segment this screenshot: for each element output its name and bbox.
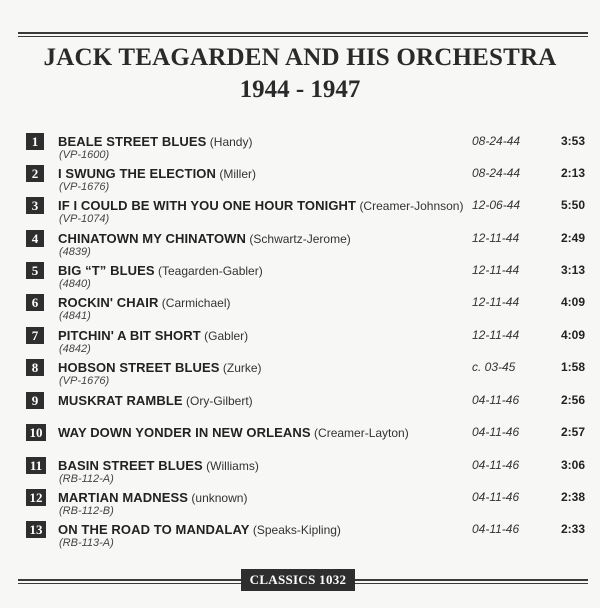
track-row xyxy=(26,131,586,161)
track-duration: 3:53 xyxy=(560,134,585,148)
track-composer: (Gabler) xyxy=(204,329,249,343)
track-row xyxy=(26,260,586,290)
track-row xyxy=(26,422,586,452)
track-date: 04-11-46 xyxy=(472,490,520,504)
track-title: BEALE STREET BLUES xyxy=(58,134,207,149)
track-catalog-number: (VP-1600) xyxy=(59,149,110,161)
track-number-badge: 10 xyxy=(26,424,46,441)
track-number-badge: 4 xyxy=(26,230,44,247)
track-catalog-number: (4839) xyxy=(59,246,91,258)
track-title: I SWUNG THE ELECTION xyxy=(58,166,216,181)
track-composer: (Speaks-Kipling) xyxy=(252,523,341,537)
track-number-badge: 3 xyxy=(26,197,44,214)
track-line xyxy=(58,392,253,410)
track-catalog-number: (4841) xyxy=(59,310,91,322)
track-duration: 2:13 xyxy=(560,166,585,180)
track-duration: 2:33 xyxy=(560,522,585,536)
track-date: 12-11-44 xyxy=(472,328,520,342)
track-date: 04-11-46 xyxy=(472,425,520,439)
track-title: ON THE ROAD TO MANDALAY xyxy=(58,522,250,537)
track-composer: (Carmichael) xyxy=(161,296,231,310)
track-title: BIG “T” BLUES xyxy=(58,263,155,278)
track-title: MARTIAN MADNESS xyxy=(58,490,189,505)
track-composer: (Zurke) xyxy=(222,361,262,375)
track-row xyxy=(26,455,586,485)
track-row xyxy=(26,195,586,225)
catalog-badge: CLASSICS 1032 xyxy=(241,569,355,591)
track-composer: (Creamer-Johnson) xyxy=(359,199,464,213)
track-row xyxy=(26,357,586,387)
top-rule xyxy=(18,32,588,37)
track-row xyxy=(26,325,586,355)
track-title: IF I COULD BE WITH YOU ONE HOUR TONIGHT xyxy=(58,198,357,213)
track-date: 12-11-44 xyxy=(472,295,520,309)
track-duration: 2:38 xyxy=(560,490,585,504)
track-duration: 2:49 xyxy=(560,231,585,245)
track-number-badge: 9 xyxy=(26,392,44,409)
track-duration: 3:13 xyxy=(560,263,585,277)
track-date: 12-06-44 xyxy=(472,198,521,212)
track-row xyxy=(26,292,586,322)
track-date: 12-11-44 xyxy=(472,231,520,245)
track-composer: (Creamer-Layton) xyxy=(314,426,409,440)
track-catalog-number: (4842) xyxy=(59,343,91,355)
page-title: JACK TEAGARDEN AND HIS ORCHESTRA xyxy=(43,44,557,71)
track-date: 08-24-44 xyxy=(472,166,521,180)
track-composer: (Miller) xyxy=(219,167,256,181)
track-duration: 4:09 xyxy=(560,295,585,309)
track-number-badge: 11 xyxy=(26,457,46,474)
track-row xyxy=(26,519,586,549)
track-catalog-number: (VP-1676) xyxy=(59,375,110,387)
track-composer: (Teagarden-Gabler) xyxy=(157,264,263,278)
track-title: PITCHIN' A BIT SHORT xyxy=(58,328,201,343)
track-title: CHINATOWN MY CHINATOWN xyxy=(58,231,247,246)
track-catalog-number: (RB-112-B) xyxy=(59,505,114,517)
track-number-badge: 12 xyxy=(26,489,46,506)
track-catalog-number: (VP-1676) xyxy=(59,181,110,193)
track-number-badge: 8 xyxy=(26,359,44,376)
track-duration: 2:56 xyxy=(560,393,585,407)
track-title: MUSKRAT RAMBLE xyxy=(58,393,183,408)
track-composer: (Schwartz-Jerome) xyxy=(249,232,351,246)
track-duration: 2:57 xyxy=(560,425,585,439)
track-line xyxy=(58,230,351,248)
track-date: 12-11-44 xyxy=(472,263,520,277)
track-duration: 4:09 xyxy=(560,328,585,342)
track-row xyxy=(26,228,586,258)
track-duration: 1:58 xyxy=(560,360,585,374)
track-row xyxy=(26,163,586,193)
track-title: WAY DOWN YONDER IN NEW ORLEANS xyxy=(58,425,311,440)
track-row xyxy=(26,390,586,420)
track-catalog-number: (RB-113-A) xyxy=(59,537,114,549)
track-duration: 5:50 xyxy=(560,198,585,212)
years-subtitle: 1944 - 1947 xyxy=(239,76,361,103)
track-catalog-number: (4840) xyxy=(59,278,91,290)
track-date: 04-11-46 xyxy=(472,458,520,472)
track-catalog-number: (VP-1074) xyxy=(59,213,110,225)
track-line xyxy=(58,424,409,442)
track-number-badge: 6 xyxy=(26,294,44,311)
track-composer: (Williams) xyxy=(206,459,259,473)
track-date: 08-24-44 xyxy=(472,134,521,148)
track-duration: 3:06 xyxy=(560,458,585,472)
track-title: BASIN STREET BLUES xyxy=(58,458,203,473)
track-composer: (Ory-Gilbert) xyxy=(186,394,253,408)
track-date: 04-11-46 xyxy=(472,522,520,536)
track-composer: (unknown) xyxy=(191,491,248,505)
track-title: ROCKIN' CHAIR xyxy=(58,295,159,310)
track-catalog-number: (RB-112-A) xyxy=(59,473,114,485)
track-composer: (Handy) xyxy=(209,135,253,149)
track-title: HOBSON STREET BLUES xyxy=(58,360,220,375)
track-line xyxy=(58,197,463,215)
track-date: 04-11-46 xyxy=(472,393,520,407)
track-date: c. 03-45 xyxy=(472,360,516,374)
track-number-badge: 2 xyxy=(26,165,44,182)
track-number-badge: 1 xyxy=(26,133,44,150)
track-number-badge: 7 xyxy=(26,327,44,344)
track-number-badge: 5 xyxy=(26,262,44,279)
track-number-badge: 13 xyxy=(26,521,46,538)
track-row xyxy=(26,487,586,517)
